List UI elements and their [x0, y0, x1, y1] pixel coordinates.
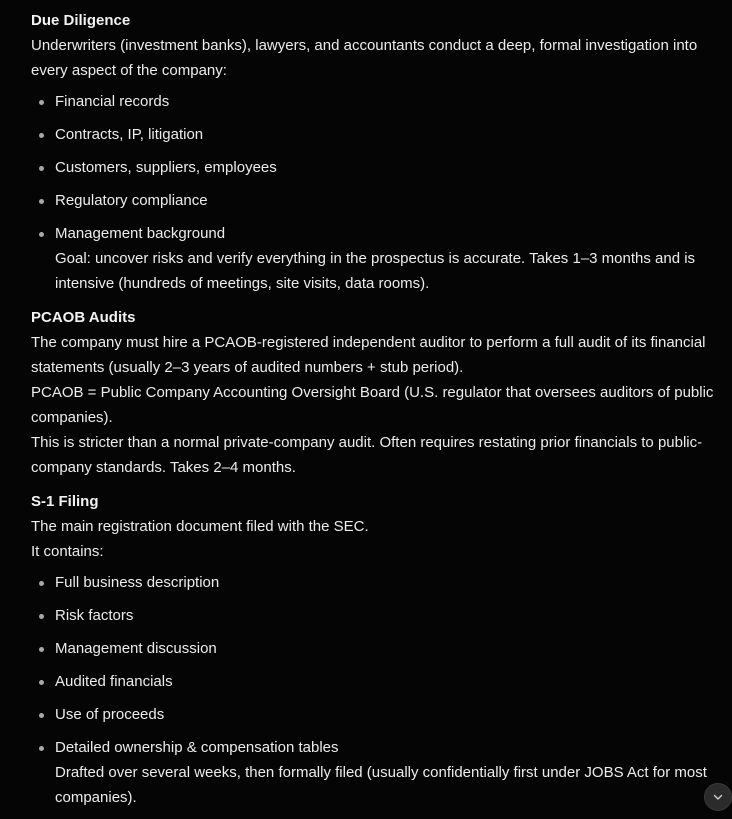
list-item-note: Goal: uncover risks and verify everything in the prospectus is accurate. Takes 1–3 months and is intensive (hundreds of meetings, site visits, data rooms).: [55, 250, 696, 292]
section-s1-filing: [31, 489, 721, 810]
paragraph: The main registration document filed with the SEC.: [31, 518, 369, 535]
list-item-note: Drafted over several weeks, then formally filed (usually confidentially first under JOBS Act for most companies).: [55, 764, 707, 806]
list-item: Audited financials: [55, 669, 721, 694]
section-title: PCAOB Audits: [31, 309, 136, 326]
bullet-list: [31, 570, 721, 810]
paragraph: Underwriters (investment banks), lawyers, and accountants conduct a deep, formal investigation into every aspect of the company:: [31, 37, 698, 79]
list-item: Full business description: [55, 570, 721, 595]
message-content: [31, 8, 721, 819]
paragraph: The company must hire a PCAOB-registered independent auditor to perform a full audit of its financial statements (usually 2–3 years of audited numbers + stub period).: [31, 334, 706, 376]
paragraph: This is stricter than a normal private-company audit. Often requires restating prior financials to public-company standards. Takes 2–4 months.: [31, 434, 703, 476]
list-item: [55, 221, 721, 296]
section-title: S-1 Filing: [31, 493, 99, 510]
list-item-text: Detailed ownership & compensation tables: [55, 739, 339, 756]
list-item: Customers, suppliers, employees: [55, 155, 721, 180]
scroll-to-bottom-button[interactable]: [704, 783, 732, 811]
paragraph: PCAOB = Public Company Accounting Oversight Board (U.S. regulator that oversees auditors of public companies).: [31, 384, 714, 426]
list-item: Risk factors: [55, 603, 721, 628]
bullet-list: [31, 89, 721, 296]
section-pcaob-audits: [31, 305, 721, 480]
paragraph: It contains:: [31, 543, 104, 560]
section-due-diligence: [31, 8, 721, 296]
list-item: Financial records: [55, 89, 721, 114]
list-item: Management discussion: [55, 636, 721, 661]
list-item: Regulatory compliance: [55, 188, 721, 213]
section-title: Due Diligence: [31, 12, 131, 29]
list-item: Contracts, IP, litigation: [55, 122, 721, 147]
chevron-down-icon: [712, 791, 724, 803]
list-item-text: Management background: [55, 225, 226, 242]
list-item: [55, 735, 721, 810]
list-item: Use of proceeds: [55, 702, 721, 727]
